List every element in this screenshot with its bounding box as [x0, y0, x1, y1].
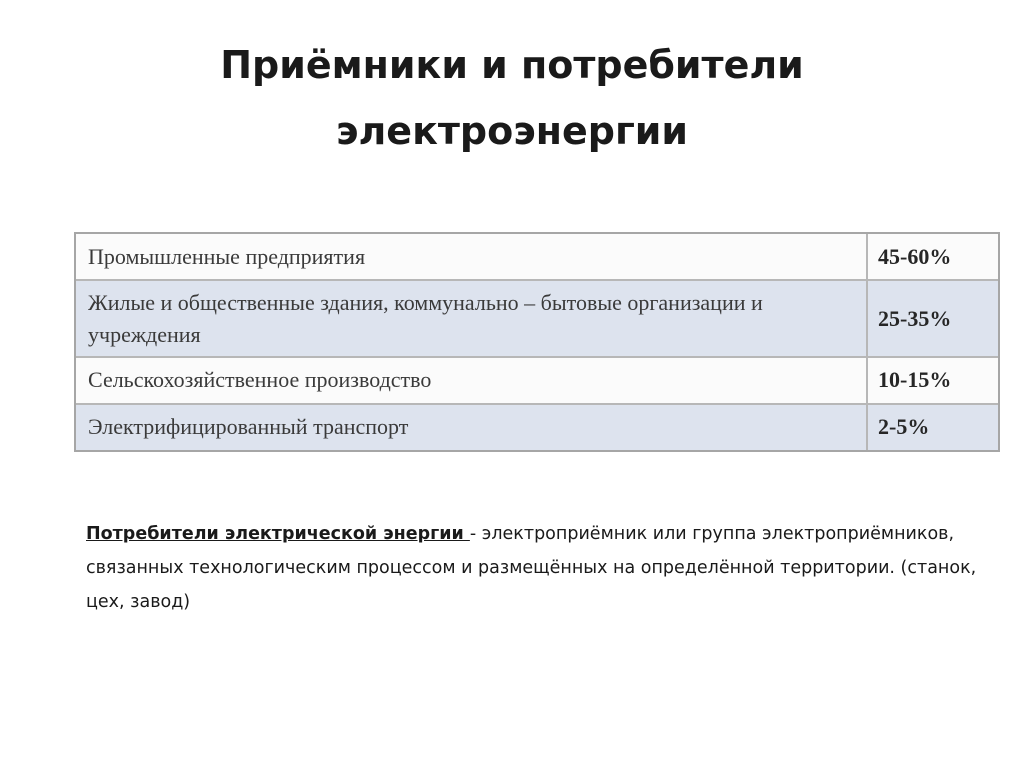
table-row — [76, 280, 998, 357]
row-share: 25-35% — [867, 280, 998, 357]
consumers-table-grid — [76, 234, 998, 450]
slide-title-line-2: электроэнергии — [335, 109, 689, 153]
definition-term: Потребители электрической энергии — [86, 524, 470, 544]
row-name: Промышленные предприятия — [76, 234, 867, 280]
row-share: 10-15% — [867, 357, 998, 403]
definition-paragraph — [86, 517, 986, 619]
table-row — [76, 404, 998, 450]
row-share: 45-60% — [867, 234, 998, 280]
definition-text: - электроприёмник или группа электроприёмников, связанных технологическим процессом и размещённых на определённой территории. (станок, цех, завод) — [86, 524, 977, 612]
row-name: Электрифицированный транспорт — [76, 404, 867, 450]
row-name: Жилые и общественные здания, коммунально – бытовые организации и учреждения — [76, 280, 867, 357]
table-row — [76, 234, 998, 280]
table-row — [76, 357, 998, 403]
consumers-table — [74, 232, 1000, 452]
slide-title — [0, 32, 1024, 164]
row-share: 2-5% — [867, 404, 998, 450]
slide-title-line-1: Приёмники и потребители — [220, 43, 804, 87]
row-name: Сельскохозяйственное производство — [76, 357, 867, 403]
